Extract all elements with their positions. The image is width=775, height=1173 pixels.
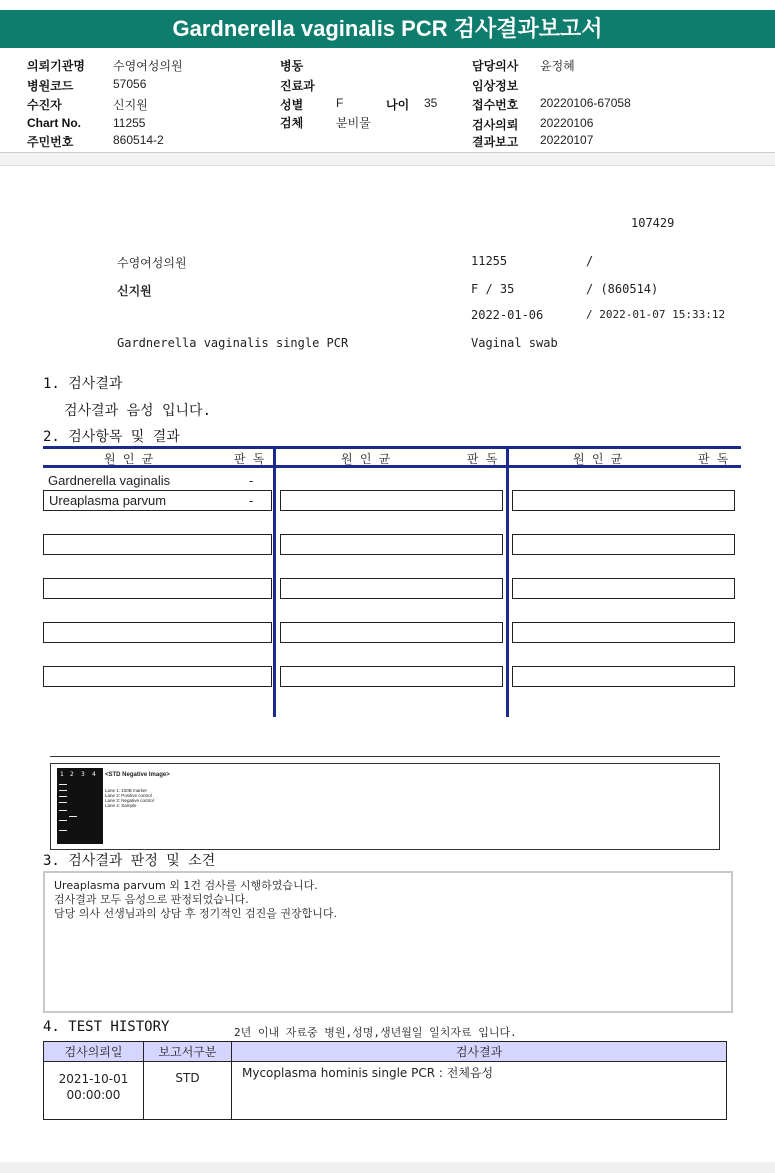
request-value: 20220106 (540, 116, 594, 130)
section1-heading: 1. 검사결과 (43, 376, 123, 392)
history-date-cell (44, 1062, 144, 1120)
empty-cell (280, 534, 503, 555)
pathogen-name: Ureaplasma parvum (49, 493, 167, 508)
lane-number: 2 (70, 771, 74, 778)
report-label: 결과보고 (472, 135, 519, 149)
chart-no-label: Chart No. (27, 116, 81, 130)
rrn-label: 주민번호 (27, 135, 74, 149)
doctor-value: 윤정혜 (540, 59, 575, 73)
image-top-rule (50, 756, 720, 757)
pathogen-cell (43, 490, 272, 511)
hospital-code-value: 57056 (113, 77, 147, 91)
empty-cell (280, 490, 503, 511)
opinion-line: 검사결과 모두 음성으로 판정되었습니다. (54, 893, 249, 906)
info-hospital: 수영여성의원 (117, 256, 187, 270)
empty-cell (43, 578, 272, 599)
col3-pathogen-header: 원 인 균 (573, 452, 623, 466)
gel-legend-line: Lane 2: Positive control (105, 793, 152, 798)
document-number: 107429 (631, 216, 675, 230)
empty-cell (280, 666, 503, 687)
rrn-value: 860514-2 (113, 133, 164, 147)
empty-cell (43, 666, 272, 687)
specimen-value: 분비물 (336, 116, 371, 130)
empty-cell (43, 534, 272, 555)
sex-value: F (336, 96, 344, 110)
empty-cell (512, 578, 735, 599)
history-result: Mycoplasma hominis single PCR : 전체음성 (232, 1062, 727, 1120)
info-birth: / (860514) (586, 282, 659, 296)
doctor-label: 담당의사 (472, 59, 519, 73)
gel-legend (105, 772, 183, 844)
opinion-line: 담당 의사 선생님과의 상담 후 정기적인 검진을 권장합니다. (54, 907, 337, 920)
col1-pathogen-header: 원 인 균 (104, 452, 154, 466)
empty-cell (512, 490, 735, 511)
patient-value: 신지원 (113, 98, 148, 112)
history-table (43, 1041, 727, 1120)
empty-cell (280, 622, 503, 643)
lane-number: 1 (60, 771, 64, 778)
empty-cell (280, 578, 503, 599)
patient-label: 수진자 (27, 98, 62, 112)
empty-cell (43, 622, 272, 643)
table-top-rule (43, 446, 741, 449)
col2-pathogen-header: 원 인 균 (341, 452, 391, 466)
col2-judgment-header: 판 독 (467, 452, 498, 466)
gel-legend-line: Lane 3: Negative control (105, 798, 154, 803)
section3-heading: 3. 검사결과 판정 및 소견 (43, 853, 216, 869)
empty-cell (512, 622, 735, 643)
lane-number: 4 (92, 771, 96, 778)
history-time: 00:00:00 (66, 1088, 121, 1102)
history-col-result: 검사결과 (232, 1042, 727, 1062)
history-note: 2년 이내 자료중 병원,성명,생년월일 일치자료 입니다. (234, 1026, 517, 1039)
history-date: 2021-10-01 (58, 1072, 129, 1086)
marker-band (59, 820, 67, 821)
marker-band (59, 784, 67, 785)
history-col-date: 검사의뢰일 (44, 1042, 144, 1062)
info-request-date: 2022-01-06 (471, 308, 544, 322)
marker-band (59, 802, 67, 803)
report-title: Gardnerella vaginalis PCR 검사결과보고서 (0, 10, 775, 48)
specimen-label: 검체 (280, 116, 304, 130)
positive-control-band (69, 816, 77, 817)
gel-electrophoresis-image (57, 768, 103, 844)
pathogen-result: - (249, 473, 254, 488)
opinion-box (43, 871, 733, 1013)
section2-heading: 2. 검사항목 및 결과 (43, 429, 180, 445)
section4-heading: 4. TEST HISTORY (43, 1019, 170, 1035)
lane-number: 3 (81, 771, 85, 778)
info-test-name: Gardnerella vaginalis single PCR (117, 336, 349, 350)
request-label: 검사의뢰 (472, 118, 519, 132)
clinical-info-label: 임상정보 (472, 79, 519, 93)
ward-label: 병동 (280, 59, 304, 73)
age-value: 35 (424, 96, 438, 110)
table-divider-2 (506, 446, 509, 717)
gel-legend-line: Lane 4: Sample (105, 803, 137, 808)
info-report-datetime: / 2022-01-07 15:33:12 (586, 308, 726, 321)
info-patient-name: 신지원 (117, 284, 152, 298)
marker-band (59, 830, 67, 831)
receipt-no-label: 접수번호 (472, 98, 519, 112)
col1-judgment-header: 판 독 (234, 452, 265, 466)
age-label: 나이 (386, 98, 410, 112)
hospital-code-label: 병원코드 (27, 79, 74, 93)
marker-band (59, 796, 67, 797)
institution-value: 수영여성의원 (113, 59, 183, 73)
section1-result: 검사결과 음성 입니다. (64, 403, 212, 419)
table-divider-1 (273, 446, 276, 717)
pathogen-result: - (249, 493, 254, 508)
info-sex-age: F / 35 (471, 282, 515, 296)
table-row (44, 1062, 727, 1120)
marker-band (59, 790, 67, 791)
info-specimen: Vaginal swab (471, 336, 558, 350)
gel-legend-title: <STD Negative Image> (105, 772, 170, 778)
institution-label: 의뢰기관명 (27, 59, 85, 73)
col3-judgment-header: 판 독 (698, 452, 729, 466)
opinion-line: Ureaplasma parvum 외 1건 검사를 시행하였습니다. (54, 879, 318, 892)
sex-label: 성별 (280, 98, 304, 112)
report-value: 20220107 (540, 133, 594, 147)
empty-cell (512, 666, 735, 687)
pathogen-name: Gardnerella vaginalis (48, 473, 171, 488)
history-type: STD (144, 1062, 232, 1120)
info-slash: / (586, 254, 594, 268)
gel-legend-line: Lane 1: 100B marker (105, 788, 148, 793)
empty-cell (512, 534, 735, 555)
chart-no-value: 11255 (113, 116, 146, 130)
department-label: 진료과 (280, 79, 315, 93)
marker-band (59, 810, 67, 811)
history-col-type: 보고서구분 (144, 1042, 232, 1062)
page-bottom-bar (0, 1162, 775, 1173)
receipt-no-value: 20220106-67058 (540, 96, 631, 110)
header-divider (0, 152, 775, 166)
info-chart: 11255 (471, 254, 508, 268)
